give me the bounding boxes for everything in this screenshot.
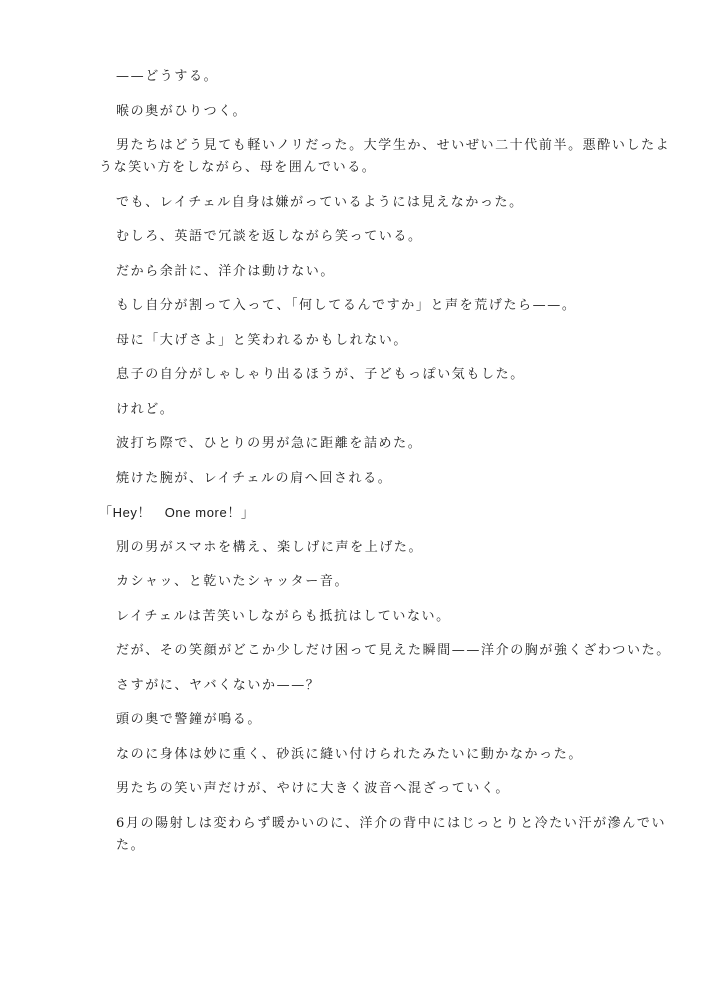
paragraph: カシャッ、と乾いたシャッター音。 — [116, 574, 350, 589]
paragraph: ——どうする。 — [116, 69, 219, 84]
paragraph: なのに身体は妙に重く、砂浜に縫い付けられたみたいに動かなかった。 — [116, 746, 583, 762]
paragraph: 息子の自分がしゃしゃり出るほうが、子どもっぽい気もした。 — [116, 367, 525, 382]
paragraph: でも、レイチェル自身は嫌がっているようには見えなかった。 — [116, 194, 524, 210]
paragraph: 男たちはどう見ても軽いノリだった。大学生か、せいぜい二十代前半。悪酔いしたような笑い方をしながら、母を囲んでいる。 — [99, 138, 671, 175]
paragraph: 頭の奥で警鐘が鳴る。 — [116, 712, 263, 727]
paragraph: 男たちの笑い声だけが、やけに大きく波音へ混ざっていく。 — [116, 781, 510, 796]
paragraph: レイチェルは苦笑いしながらも抵抗はしていない。 — [116, 608, 451, 624]
paragraph: 喉の奥がひりつく。 — [116, 103, 248, 119]
paragraph: だが、その笑顔がどこか少しだけ困って見えた瞬間——洋介の胸が強くざわついた。 — [116, 643, 671, 658]
paragraph: 6月の陽射しは変わらず暖かいのに、洋介の背中にはじっとりと冷たい汗が滲んでいた。 — [116, 815, 667, 853]
paragraph: もし自分が割って入って、「何してるんですか」と声を荒げたら——。 — [116, 298, 577, 313]
paragraph: 焼けた腕が、レイチェルの肩へ回される。 — [116, 470, 393, 486]
paragraph: むしろ、英語で冗談を返しながら笑っている。 — [116, 229, 423, 244]
paragraph: 母に「大げさよ」と笑われるかもしれない。 — [116, 332, 409, 348]
paragraph: だから余計に、洋介は動けない。 — [116, 263, 336, 279]
paragraph: けれど。 — [116, 401, 175, 417]
body-text — [99, 66, 676, 857]
paragraph: 波打ち際で、ひとりの男が急に距離を詰めた。 — [116, 436, 423, 451]
dialogue-line: 「Hey！ One more！」 — [99, 505, 255, 520]
paragraph: さすがに、ヤバくないか——？ — [116, 677, 321, 693]
paragraph: 別の男がスマホを構え、楽しげに声を上げた。 — [116, 539, 424, 555]
